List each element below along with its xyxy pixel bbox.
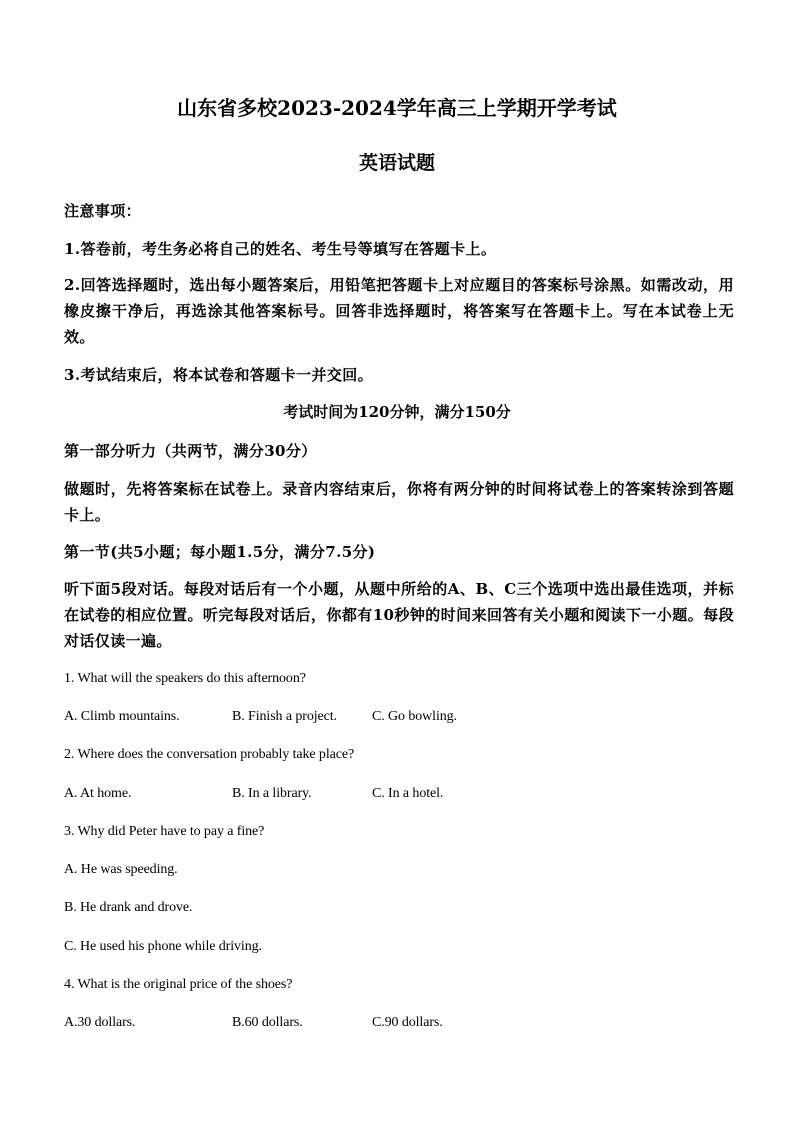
question-4-option-a: A.30 dollars. [64, 1015, 136, 1030]
section1-instruction: 听下面5段对话。每段对话后有一个小题，从题中所给的A、B、C三个选项中选出最佳选项，并标在试卷的相应位置。听完每段对话后，你都有10秒钟的时间来回答有关小题和阅读下一小题。每段对话仅读一遍。 [64, 580, 734, 650]
question-3-option-c: C. He used his phone while driving. [64, 939, 262, 954]
notice-heading: 注意事项： [64, 202, 142, 220]
part1-instruction: 做题时，先将答案标在试卷上。录音内容结束后，你将有两分钟的时间将试卷上的答案转涂到答题卡上。 [64, 480, 734, 524]
exam-info: 考试时间为120分钟，满分150分 [283, 403, 511, 421]
part1-heading: 第一部分听力（共两节，满分30分） [64, 442, 317, 460]
question-1-option-a: A. Climb mountains. [64, 709, 180, 724]
exam-title: 山东省多校2023-2024学年高三上学期开学考试 [177, 96, 617, 120]
notice-item-1: 1.答卷前，考生务必将自己的姓名、考生号等填写在答题卡上。 [64, 240, 497, 258]
question-3-option-b: B. He drank and drove. [64, 900, 193, 915]
question-1-option-c: C. Go bowling. [372, 709, 457, 724]
question-3-stem: 3. Why did Peter have to pay a fine? [64, 824, 265, 839]
exam-subtitle: 英语试题 [358, 152, 435, 174]
question-2-option-a: A. At home. [64, 786, 132, 801]
question-2-option-b: B. In a library. [232, 786, 312, 801]
section1-heading: 第一节(共5小题；每小题1.5分，满分7.5分) [64, 543, 376, 561]
question-1-stem: 1. What will the speakers do this afternoon? [64, 671, 306, 686]
question-4-option-c: C.90 dollars. [372, 1015, 443, 1030]
question-2-option-c: C. In a hotel. [372, 786, 444, 801]
question-4-option-b: B.60 dollars. [232, 1015, 303, 1030]
question-3-option-a: A. He was speeding. [64, 862, 178, 877]
question-2-stem: 2. Where does the conversation probably take place? [64, 747, 355, 762]
question-1-option-b: B. Finish a project. [232, 709, 337, 724]
notice-item-2: 2.回答选择题时，选出每小题答案后，用铅笔把答题卡上对应题目的答案标号涂黑。如需改动，用橡皮擦干净后，再选涂其他答案标号。回答非选择题时，将答案写在答题卡上。写在本试卷上无效。 [64, 276, 734, 346]
question-4-stem: 4. What is the original price of the shoes? [64, 977, 293, 992]
notice-item-3: 3.考试结束后，将本试卷和答题卡一并交回。 [64, 366, 374, 384]
